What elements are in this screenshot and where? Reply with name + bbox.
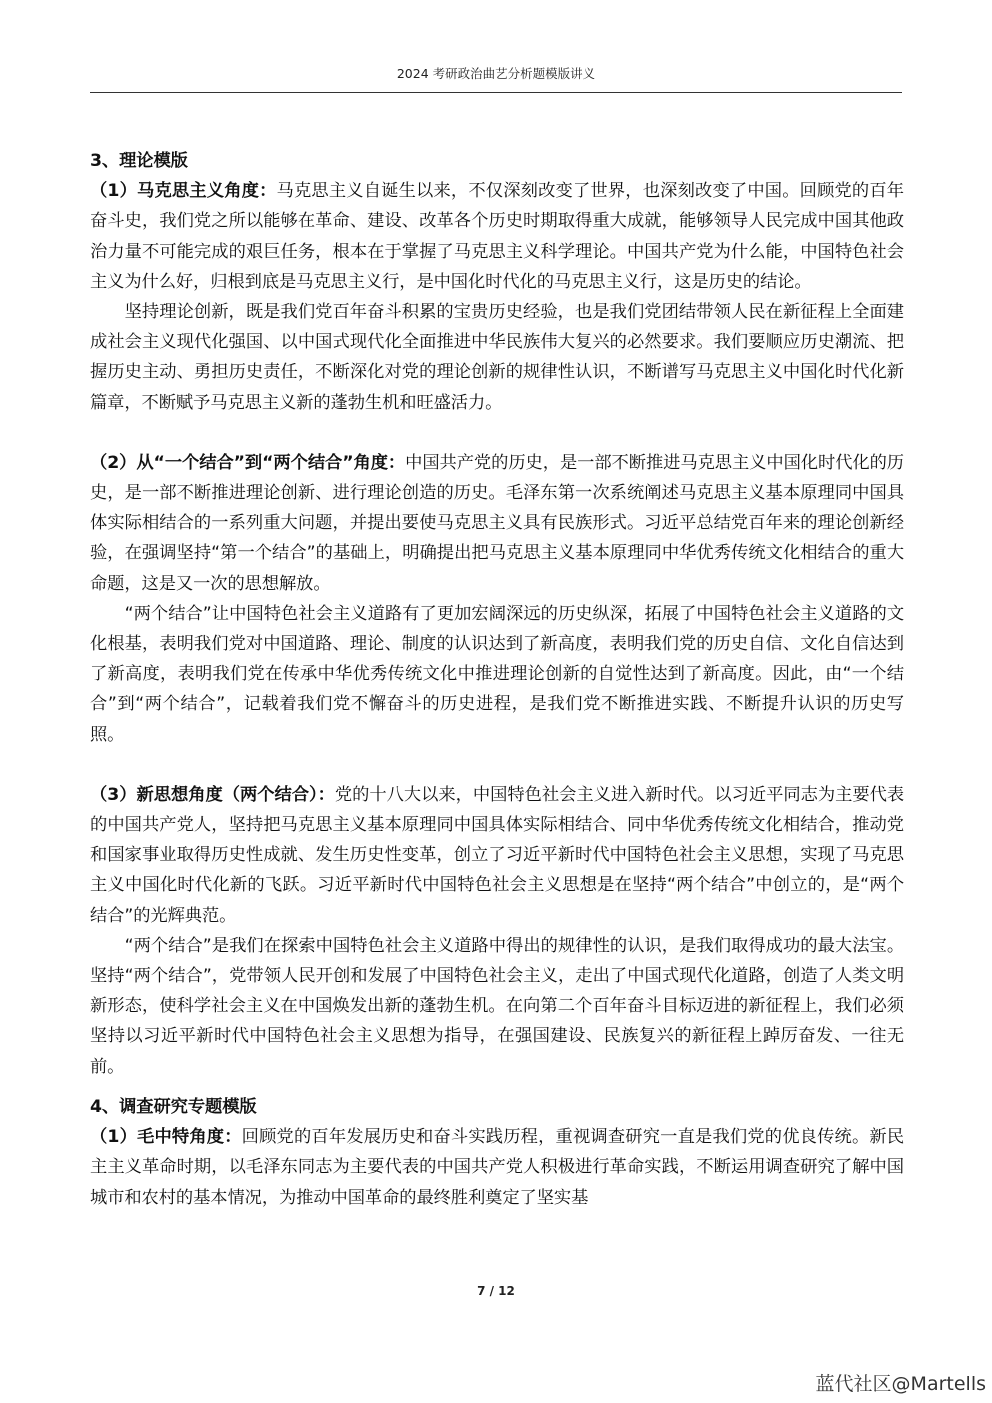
section-4-paragraph-1 xyxy=(90,1122,904,1213)
paragraph-lead: （1）马克思主义角度： xyxy=(90,181,277,202)
paragraph-lead: （3）新思想角度（两个结合）： xyxy=(90,784,335,805)
document-body xyxy=(90,146,904,1213)
section-3-paragraph-3b: “两个结合”是我们在探索中国特色社会主义道路中得出的规律性的认识，是我们取得成功的最大法宝。坚持“两个结合”，党带领人民开创和发展了中国特色社会主义，走出了中国式现代化道路，创造了人类文明新形态，使科学社会主义在中国焕发出新的蓬勃生机。在向第二个百年奋斗目标迈进的新征程上，我们必须坚持以习近平新时代中国特色社会主义思想为指导，在强国建设、民族复兴的新征程上踔厉奋发、一往无前。 xyxy=(90,935,904,1077)
page-number: 7 / 12 xyxy=(477,1284,515,1298)
section-3-paragraph-2 xyxy=(90,448,904,599)
paragraph-lead: （1）毛中特角度： xyxy=(90,1127,242,1148)
watermark: 蓝代社区@Martells xyxy=(815,1373,986,1395)
section-4-heading: 4、调查研究专题模版 xyxy=(90,1096,257,1117)
paragraph-text: 马克思主义自诞生以来，不仅深刻改变了世界，也深刻改变了中国。回顾党的百年奋斗史，我们党之所以能够在革命、建设、改革各个历史时期取得重大成就，能够领导人民完成中国其他政治力量不可能完成的艰巨任务，根本在于掌握了马克思主义科学理论。中国共产党为什么能，中国特色社会主义为什么好，归根到底是马克思主义行，是中国化时代化的马克思主义行，这是历史的结论。 xyxy=(90,181,904,292)
header-rule xyxy=(90,92,902,93)
paragraph-text: 回顾党的百年发展历史和奋斗实践历程，重视调查研究一直是我们党的优良传统。新民主主义革命时期，以毛泽东同志为主要代表的中国共产党人积极进行革命实践，不断运用调查研究了解中国城市和农村的基本情况，为推动中国革命的最终胜利奠定了坚实基 xyxy=(90,1127,905,1208)
paragraph-text: 党的十八大以来，中国特色社会主义进入新时代。以习近平同志为主要代表的中国共产党人，坚持把马克思主义基本原理同中国具体实际相结合、同中华优秀传统文化相结合，推动党和国家事业取得历史性成就、发生历史性变革，创立了习近平新时代中国特色社会主义思想，实现了马克思主义中国化时代化新的飞跃。习近平新时代中国特色社会主义思想是在坚持“两个结合”中创立的，是“两个结合”的光辉典范。 xyxy=(90,784,904,926)
section-3-paragraph-2b: “两个结合”让中国特色社会主义道路有了更加宏阔深远的历史纵深，拓展了中国特色社会主义道路的文化根基，表明我们党对中国道路、理论、制度的认识达到了新高度，表明我们党的历史自信、文化自信达到了新高度，表明我们党在传承中华优秀传统文化中推进理论创新的自觉性达到了新高度。因此，由“一个结合”到“两个结合”，记载着我们党不懈奋斗的历史进程，是我们党不断推进实践、不断提升认识的历史写照。 xyxy=(90,603,904,745)
section-3-paragraph-1b: 坚持理论创新，既是我们党百年奋斗积累的宝贵历史经验，也是我们党团结带领人民在新征程上全面建成社会主义现代化强国、以中国式现代化全面推进中华民族伟大复兴的必然要求。我们要顺应历史潮流、把握历史主动、勇担历史责任，不断深化对党的理论创新的规律性认识，不断谱写马克思主义中国化时代化新篇章，不断赋予马克思主义新的蓬勃生机和旺盛活力。 xyxy=(90,302,904,413)
paragraph-text: 中国共产党的历史，是一部不断推进马克思主义中国化时代化的历史，是一部不断推进理论创新、进行理论创造的历史。毛泽东第一次系统阐述马克思主义基本原理同中国具体实际相结合的一系列重大问题，并提出要使马克思主义具有民族形式。习近平总结党百年来的理论创新经验，在强调坚持“第一个结合”的基础上，明确提出把马克思主义基本原理同中华优秀传统文化相结合的重大命题，这是又一次的思想解放。 xyxy=(90,452,904,594)
section-3-paragraph-3 xyxy=(90,780,904,931)
section-3-paragraph-1 xyxy=(90,176,904,297)
section-3-heading: 3、理论模版 xyxy=(90,151,188,171)
paragraph-lead: （2）从“一个结合”到“两个结合”角度： xyxy=(90,452,406,473)
page-header: 2024 考研政治曲艺分析题模版讲义 xyxy=(396,66,596,81)
